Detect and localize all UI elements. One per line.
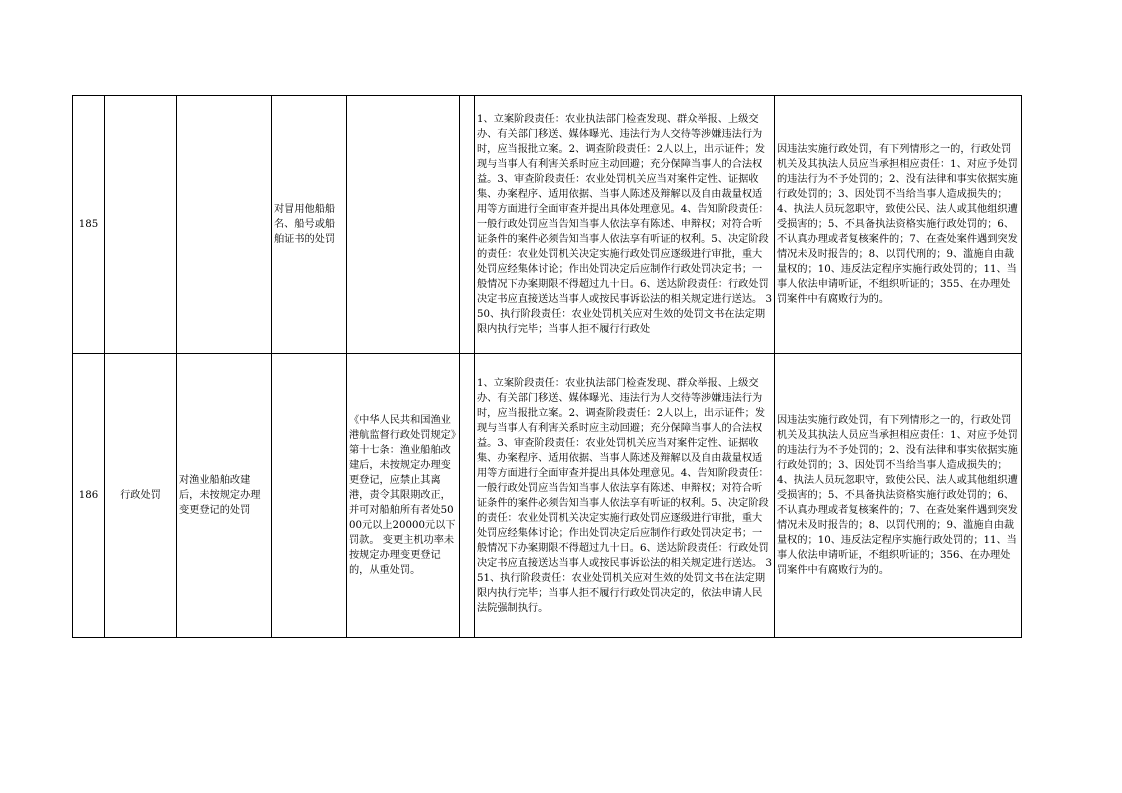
responsibility-text: 1、立案阶段责任：农业执法部门检查发现、群众举报、上级交办、有关部门移送、媒体曝光、违法行为人交待等涉嫌违法行为时，应当报批立案。2、调查阶段责任：2人以上，出示证件；发现与当事人有利害关系时应主动回避；充分保障当事人的合法权益。3、审查阶段责任：农业处罚机关应当对案件定性、证据收集、办案程序、适用依据、当事人陈述及辩解以及自由裁量权适用等方面进行全面审查并提出具体处理意见。4、告知阶段责任：一般行政处罚应当告知当事人依法享有陈述、申辩权；对符合听证条件的案件必须告知当事人依法享有听证的权利。5、决定阶段的责任：农业处罚机关决定实施行政处罚应逐级进行审批，重大处罚应经集体讨论；作出处罚决定后应制作行政处罚决定书；一般情况下办案期限不得超过九十日。6、送达阶段责任：行政处罚决定书应直接送达当事人或按民事诉讼法的相关规定进行送达。 350、执行阶段责任：农业处罚机关应对生效的处罚文书在法定期限内执行完毕；当事人拒不履行行政处 xyxy=(477,114,772,335)
liability-cell xyxy=(775,96,1022,354)
item-number: 186 xyxy=(73,354,105,638)
duty-cell xyxy=(475,354,775,638)
legal-basis: 《中华人民共和国渔业港航监督行政处罚规定》第十七条：渔业船舶改建后，未按规定办理变更登记，应禁止其离港，责令其限期改正，并可对船舶所有者处5000元以上20000元以下罚款。 变更主机功率未按规定办理变更登记的，从重处罚。 xyxy=(347,354,460,638)
spacer-cell xyxy=(460,354,475,638)
power-category xyxy=(105,96,177,354)
accountability-text: 因违法实施行政处罚，有下列情形之一的，行政处罚机关及其执法人员应当承担相应责任：1、对应予处罚的违法行为不予处罚的；2、没有法律和事实依据实施行政处罚的；3、因处罚不当给当事人造成损失的； 4、执法人员玩忽职守，致使公民、法人或其他组织遭受损害的；5、不具备执法资格实施行政处罚的；6、不认真办理或者复核案件的；7、在查处案件遇到突发情况未及时报告的；8、以罚代刑的；9、滥施自由裁量权的；10、违反法定程序实施行政处罚的；11、当事人依法申请听证，不组织听证的；356、在办理处罚案件中有腐败行为的。 xyxy=(777,415,1018,576)
accountability-text: 因违法实施行政处罚，有下列情形之一的，行政处罚机关及其执法人员应当承担相应责任：1、对应予处罚的违法行为不予处罚的；2、没有法律和事实依据实施行政处罚的；3、因处罚不当给当事人造成损失的； 4、执法人员玩忽职守，致使公民、法人或其他组织遭受损害的；5、不具备执法资格实施行政处罚的；6、不认真办理或者复核案件的；7、在查处案件遇到突发情况未及时报告的；8、以罚代刑的；9、滥施自由裁量权的；10、违反法定程序实施行政处罚的；11、当事人依法申请听证，不组织听证的；355、在办理处罚案件中有腐败行为的。 xyxy=(777,144,1018,305)
table-row xyxy=(73,354,1022,638)
power-item-name xyxy=(272,354,347,638)
liability-cell xyxy=(775,354,1022,638)
responsibility-text: 1、立案阶段责任：农业执法部门检查发现、群众举报、上级交办、有关部门移送、媒体曝光、违法行为人交待等涉嫌违法行为时，应当报批立案。2、调查阶段责任：2人以上，出示证件；发现与当事人有利害关系时应主动回避；充分保障当事人的合法权益。3、审查阶段责任：农业处罚机关应当对案件定性、证据收集、办案程序、适用依据、当事人陈述及辩解以及自由裁量权适用等方面进行全面审查并提出具体处理意见。4、告知阶段责任：一般行政处罚应当告知当事人依法享有陈述、申辩权；对符合听证条件的案件必须告知当事人依法享有听证的权利。5、决定阶段的责任：农业处罚机关决定实施行政处罚应逐级进行审批，重大处罚应经集体讨论；作出处罚决定后应制作行政处罚决定书；一般情况下办案期限不得超过九十日。6、送达阶段责任：行政处罚决定书应直接送达当事人或按民事诉讼法的相关规定进行送达。 351、执行阶段责任：农业处罚机关应对生效的处罚文书在法定期限内执行完毕；当事人拒不履行行政处罚决定的，依法申请人民法院强制执行。 xyxy=(477,377,772,614)
spacer-cell xyxy=(460,96,475,354)
duty-cell xyxy=(475,96,775,354)
power-list-table xyxy=(72,95,1022,638)
power-subitem: 对渔业船舶改建后，未按规定办理变更登记的处罚 xyxy=(177,354,272,638)
legal-basis xyxy=(347,96,460,354)
item-number: 185 xyxy=(73,96,105,354)
power-category: 行政处罚 xyxy=(105,354,177,638)
power-item-name: 对冒用他船船名、船号或船舶证书的处罚 xyxy=(272,96,347,354)
table-row xyxy=(73,96,1022,354)
power-subitem xyxy=(177,96,272,354)
